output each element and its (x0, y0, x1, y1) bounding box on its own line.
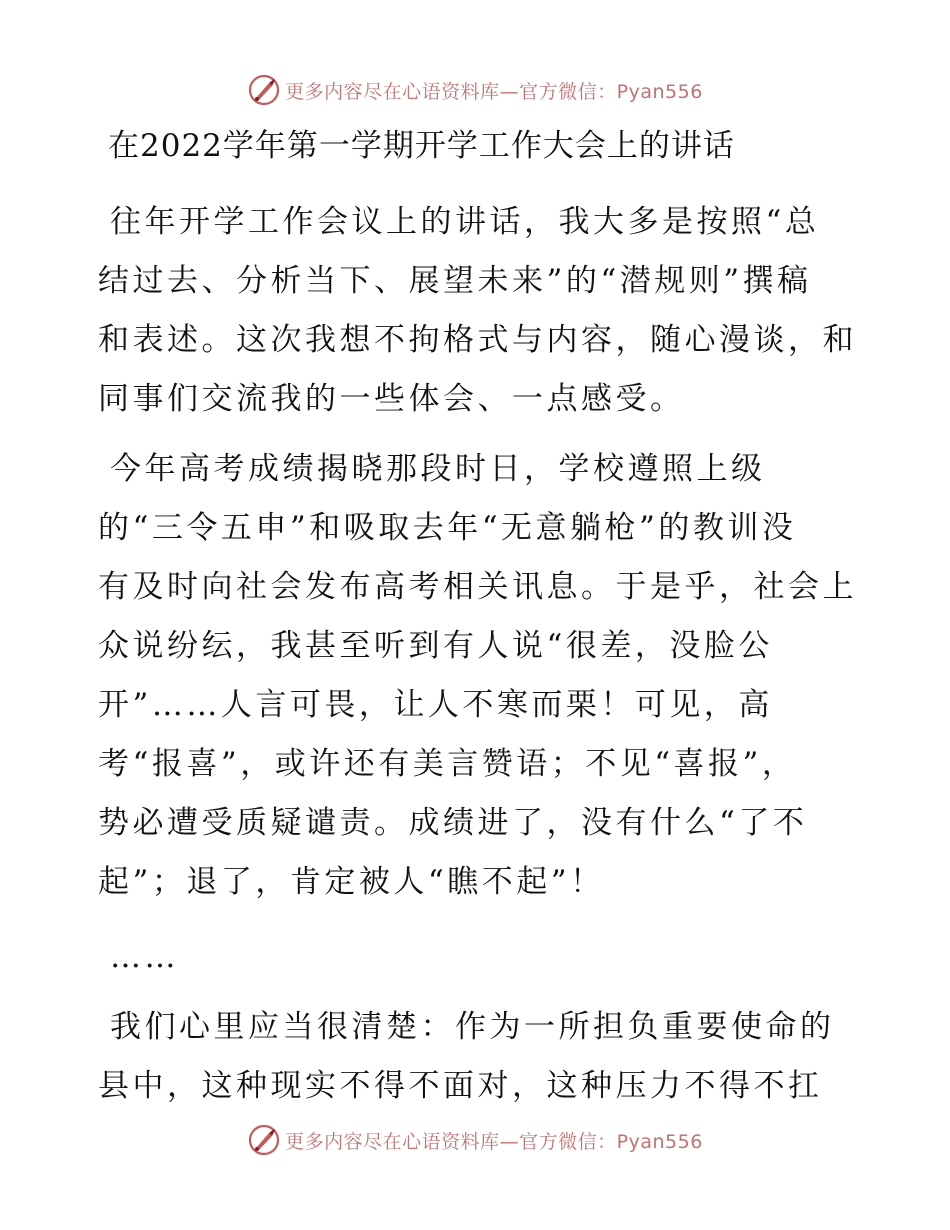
footer-banner (0, 1120, 950, 1160)
text-line: …… (110, 939, 179, 975)
quill-pen-logo-icon (247, 73, 281, 107)
paragraph-1 (98, 193, 858, 429)
paragraph-4 (98, 998, 858, 1116)
text-line: 势必遭受质疑谴责。成绩进了，没有什么“了不 (98, 805, 808, 841)
banner-text: 更多内容尽在心语资料库—官方微信：Pyan556 (285, 1130, 703, 1153)
text-line: 往年开学工作会议上的讲话，我大多是按照“总 (110, 204, 820, 240)
header-banner (0, 70, 950, 110)
text-line: 今年高考成绩揭晓那段时日，学校遵照上级 (110, 451, 766, 487)
text-line: 的“三令五申”和吸取去年“无意躺枪”的教训没 (98, 510, 797, 546)
text-line: 有及时向社会发布高考相关讯息。于是乎，社会上 (98, 569, 857, 605)
text-line: 起”；退了，肯定被人“瞧不起”！ (98, 864, 605, 900)
text-line: 考“报喜”，或许还有美言赞语；不见“喜报”， (98, 746, 797, 782)
text-line: 县中，这种现实不得不面对，这种压力不得不扛 (98, 1068, 823, 1104)
text-line: 结过去、分析当下、展望未来”的“潜规则”撰稿 (98, 263, 812, 299)
text-line: 开”……人言可畏，让人不寒而栗！可见，高 (98, 687, 773, 723)
banner-text: 更多内容尽在心语资料库—官方微信：Pyan556 (285, 80, 703, 103)
text-line: 和表述。这次我想不拘格式与内容，随心漫谈，和 (98, 322, 857, 358)
paragraph-2 (98, 440, 858, 912)
text-line: 众说纷纭，我甚至听到有人说“很差，没脸公 (98, 628, 773, 664)
document-title: 在2022学年第一学期开学工作大会上的讲话 (108, 128, 735, 164)
ellipsis-paragraph (98, 928, 858, 987)
text-line: 同事们交流我的一些体会、一点感受。 (98, 381, 685, 417)
text-line: 我们心里应当很清楚：作为一所担负重要使命的 (110, 1009, 835, 1045)
quill-pen-logo-icon (247, 1123, 281, 1157)
